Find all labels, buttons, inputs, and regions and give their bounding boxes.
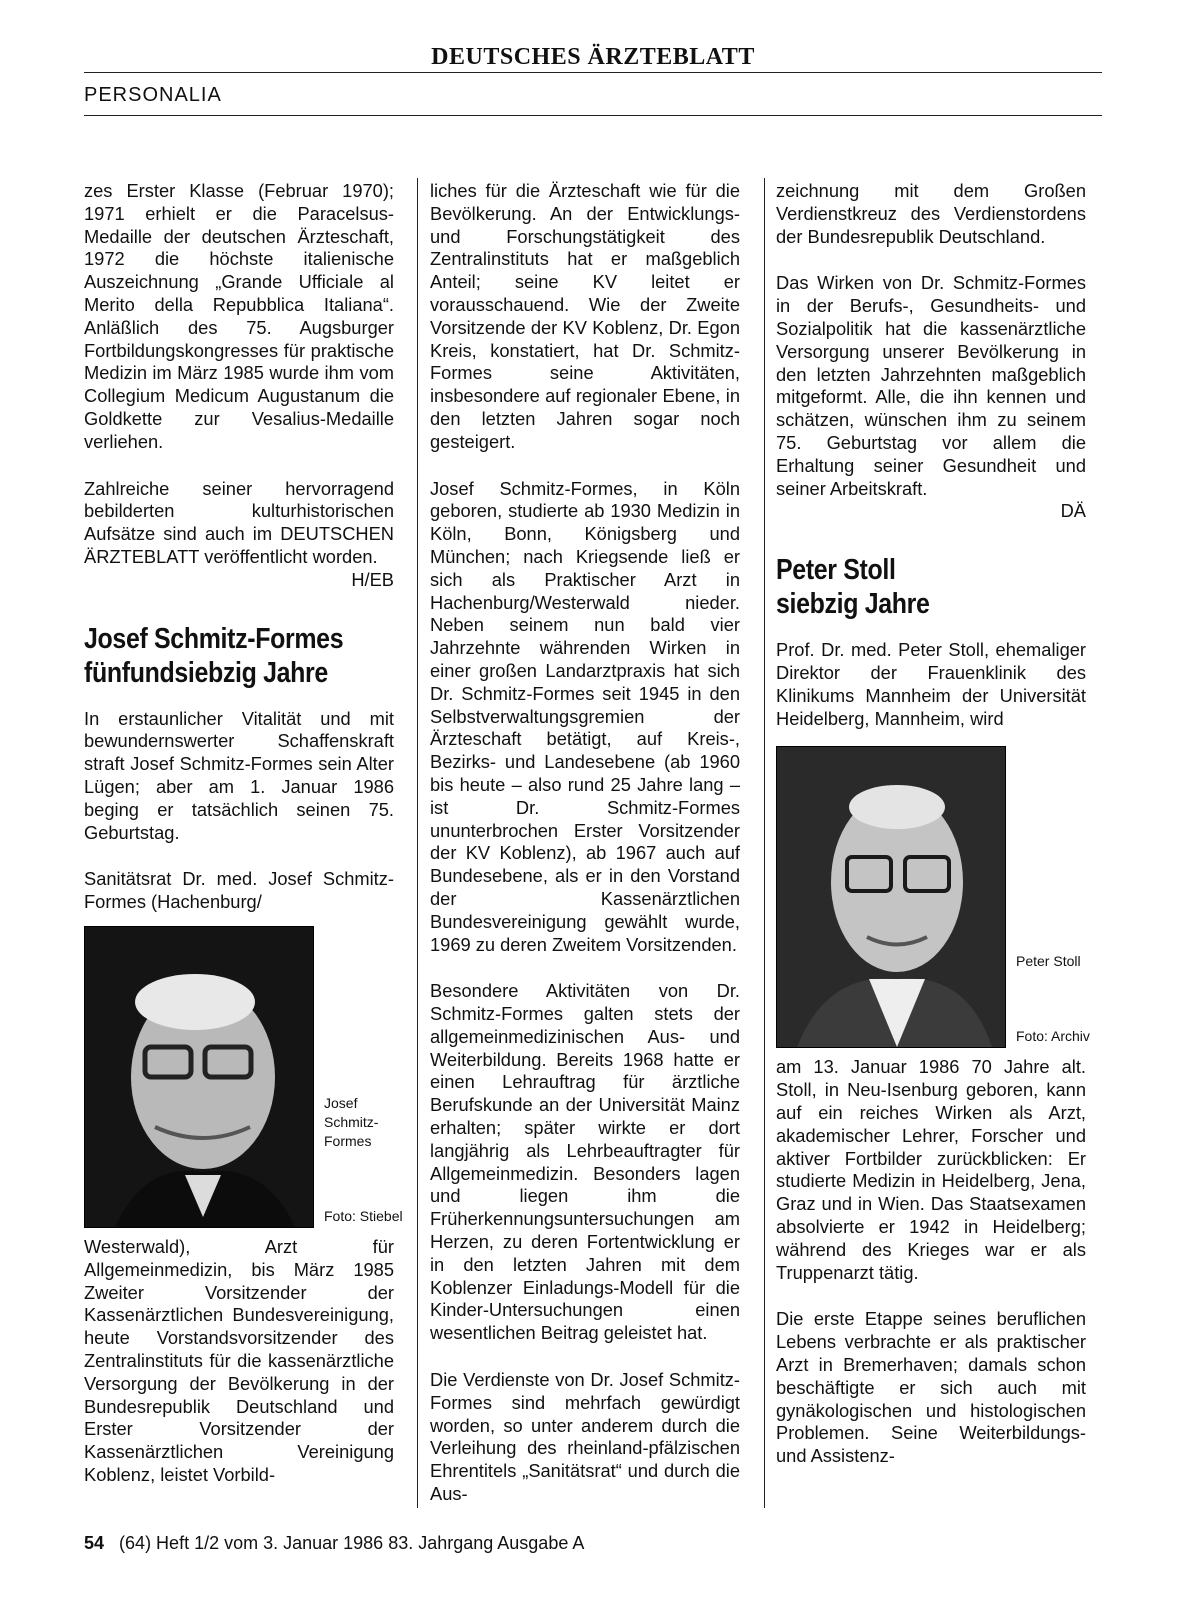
portrait-image <box>85 927 313 1227</box>
headline-line: Josef Schmitz-Formes <box>84 622 344 655</box>
photo-block <box>776 746 1090 1046</box>
column-1 <box>84 180 403 1511</box>
headline-line: fünfundsiebzig Jahre <box>84 656 328 689</box>
paragraph: Prof. Dr. med. Peter Stoll, ehemaliger Direktor der Frauenklinik des Klinikums Mannheim der Universität Heidelberg, Mannheim, wird <box>776 639 1086 729</box>
headline-line: siebzig Jahre <box>776 588 930 621</box>
issue-info: (64) Heft 1/2 vom 3. Januar 1986 83. Jahrgang Ausgabe A <box>119 1533 585 1553</box>
paragraph <box>84 478 394 592</box>
photo-caption: Josef Schmitz-Formes <box>324 1094 379 1149</box>
column-divider <box>417 178 418 1508</box>
photo-credit: Foto: Archiv <box>1016 1028 1090 1045</box>
section-label: PERSONALIA <box>84 84 1102 116</box>
paragraph-text: Das Wirken von Dr. Schmitz-Formes in der Berufs-, Gesundheits- und Sozialpolitik hat die kassenärztliche Versorgung unserer Bevölkerung in den letzten Jahrzehnten maßgeblich mitgeformt. Alle, die ihn kennen und schätzen, wünschen ihm zu seinem 75. Geburtstag vor allem die Erhaltung seiner Gesundheit und seiner Arbeitskraft. <box>776 272 1086 499</box>
paragraph-text: Zahlreiche seiner hervorragend bebilderten kulturhistorischen Aufsätze sind auch im DEUTSCHEN ÄRZTEBLATT veröffentlicht worden. <box>84 477 394 567</box>
portrait-image <box>777 747 1005 1047</box>
masthead-title: DEUTSCHES ÄRZTEBLATT <box>431 44 755 70</box>
column-3 <box>776 180 1090 1492</box>
paragraph: Besondere Aktivitäten von Dr. Schmitz-Formes galten stets der allgemeinmedizinischen Aus- und Weiterbildung. Bereits 1968 hatte er einen Lehrauftrag für ärztliche Berufskunde an der Universität Mainz erhalten; später wirkte er dort langjährig als Lehrbeauftragter für Allgemeinmedizin. Besonders lagen und liegen ihm die Früherkennungsuntersuchungen am Herzen, zu deren Fortentwicklung er in den letzten Jahren mit dem Koblenzer Einladungs-Modell für die Kinder-Untersuchungen einen wesentlichen Beitrag geleistet hat. <box>430 980 740 1344</box>
masthead <box>84 42 1102 73</box>
headline-line: Peter Stoll <box>776 554 896 587</box>
paragraph: Westerwald), Arzt für Allgemeinmedizin, bis März 1985 Zweiter Vorsitzender der Kassenärztlichen Bundesvereinigung, heute Vorstandsvorsitzender des Zentralinstituts für die kassenärztliche Versorgung der Bevölkerung in der Bundesrepublik Deutschland und Erster Vorsitzender der Kassenärztlichen Vereinigung Koblenz, leistet Vorbild- <box>84 1235 394 1485</box>
photo-caption: Peter Stoll <box>1016 953 1081 970</box>
photo-credit: Foto: Stiebel <box>324 1207 403 1224</box>
paragraph: Josef Schmitz-Formes, in Köln geboren, studierte ab 1930 Medizin in Köln, Bonn, Königsberg und München; nach Kriegsende ließ er sich als Praktischer Arzt in Hachenburg/Westerwald nieder. Neben seinem nun bald vier Jahrzehnte währenden Wirken in einer großen Landarztpraxis hat sich Dr. Schmitz-Formes seit 1945 in den Selbstverwaltungsgremien der Ärzteschaft betätigt, auf Kreis-, Bezirks- und Landesebene (ab 1960 bis heute – also rund 25 Jahre lang – ist Dr. Schmitz-Formes ununterbrochen Erster Vorsitzender der KV Koblenz), ab 1967 auch auf Bundesebene, als er in den Vorstand der Kassenärztlichen Bundesvereinigung gewählt wurde, 1969 zu deren Zweitem Vorsitzenden. <box>430 477 740 955</box>
paragraph: Die Verdienste von Dr. Josef Schmitz-Formes sind mehrfach gewürdigt worden, so unter anderem durch die Verleihung des rheinland-pfälzischen Ehrentitels „Sanitätsrat“ und durch die Aus- <box>430 1369 740 1505</box>
paragraph: zeichnung mit dem Großen Verdienstkreuz des Verdienstordens der Bundesrepublik Deutschland. <box>776 180 1086 247</box>
paragraph <box>776 272 1086 523</box>
portrait-photo <box>776 746 1006 1048</box>
paragraph: zes Erster Klasse (Februar 1970); 1971 erhielt er die Paracelsus-Medaille der deutschen Ärzteschaft, 1972 die höchste italienische Auszeichnung „Grande Ufficiale al Merito della Repubblica Italiana“. Anläßlich des 75. Augsburger Fortbildungskongresses für praktische Medizin im März 1985 wurde ihm vom Collegium Medicum Augustanum die Goldkette zur Vesalius-Medaille verliehen. <box>84 180 394 452</box>
author-signoff: H/EB <box>351 568 394 590</box>
column-2 <box>430 180 740 1530</box>
paragraph: In erstaunlicher Vitalität und mit bewundernswerter Schaffenskraft straft Josef Schmitz-Formes sein Alter Lügen; aber am 1. Januar 1986 beging er tatsächlich seinen 75. Geburtstag. <box>84 707 394 843</box>
photo-block <box>84 926 403 1226</box>
column-divider <box>764 178 765 1508</box>
paragraph: Die erste Etappe seines beruflichen Lebens verbrachte er als praktischer Arzt in Bremerhaven; damals schon beschäftigte er sich auch mit gynäkologischen und histologischen Problemen. Seine Weiterbildungs- und Assistenz- <box>776 1308 1086 1467</box>
paragraph: am 13. Januar 1986 70 Jahre alt. Stoll, in Neu-Isenburg geboren, kann auf ein reiches Wirken als Arzt, akademischer Lehrer, Forscher und aktiver Fortbilder zurückblicken: Er studierte Medizin in Heidelberg, Jena, Graz und in Wien. Das Staatsexamen absolvierte er 1942 in Heidelberg; während des Krieges war er als Truppenarzt tätig. <box>776 1056 1086 1283</box>
paragraph: Sanitätsrat Dr. med. Josef Schmitz-Formes (Hachenburg/ <box>84 868 394 913</box>
article-headline <box>776 553 1043 621</box>
article-headline <box>84 622 351 690</box>
author-signoff: DÄ <box>1060 500 1086 522</box>
paragraph: liches für die Ärzteschaft wie für die Bevölkerung. An der Entwicklungs- und Forschungstätigkeit des Zentralinstituts hat er maßgeblich Anteil; seine KV leitet er vorausschauend. Wie der Zweite Vorsitzende der KV Koblenz, Dr. Egon Kreis, konstatiert, hat Dr. Schmitz-Formes seine Aktivitäten, insbesondere auf regionaler Ebene, in den letzten Jahren sogar noch gesteigert. <box>430 180 740 452</box>
page-footer <box>84 1533 584 1554</box>
portrait-photo <box>84 926 314 1228</box>
page-number: 54 <box>84 1533 105 1553</box>
